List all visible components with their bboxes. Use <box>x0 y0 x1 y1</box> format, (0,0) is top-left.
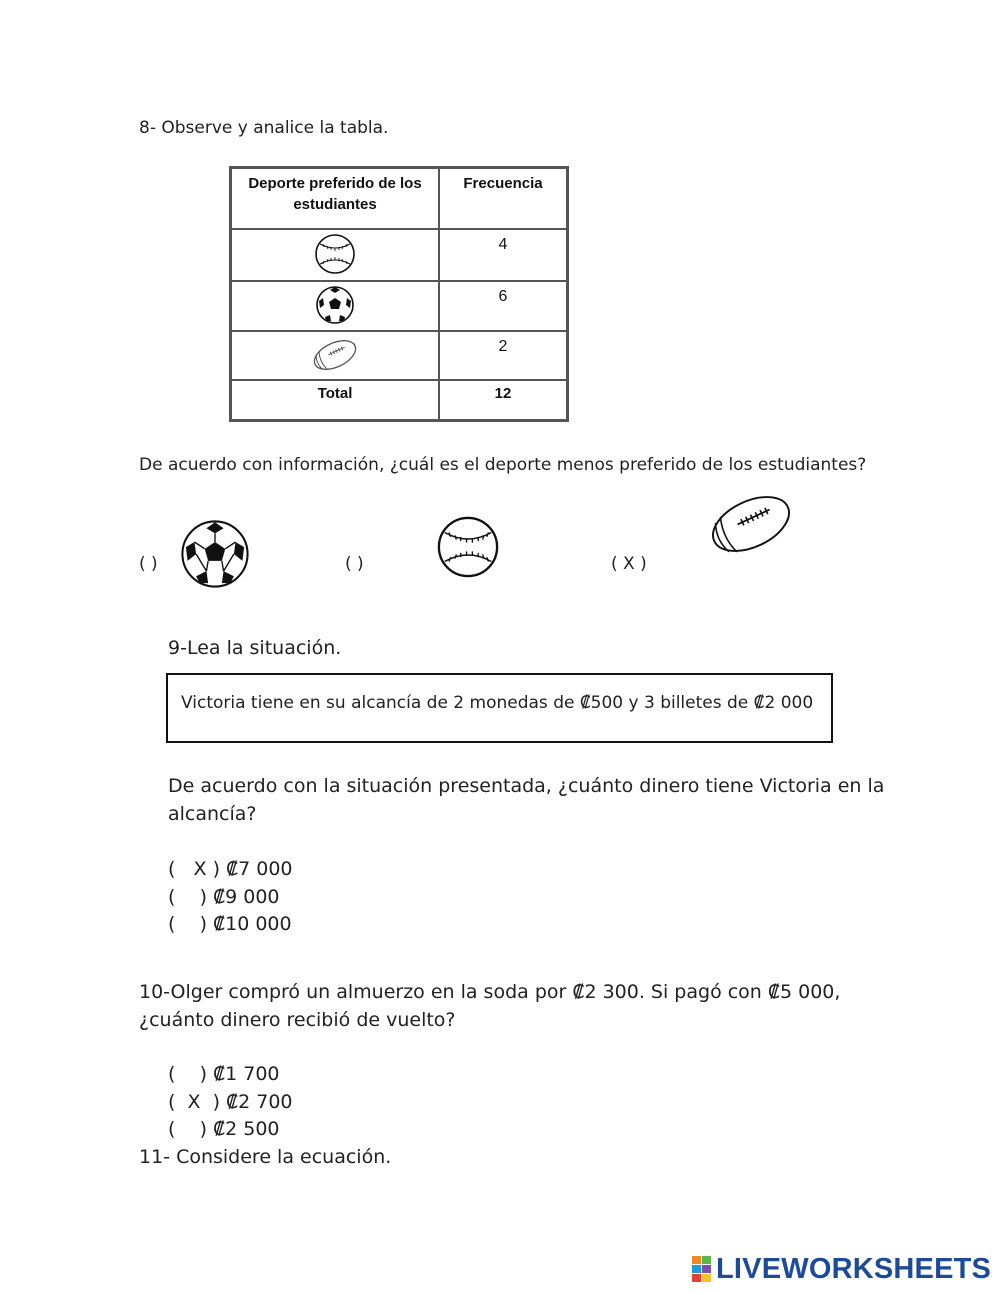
q9-option-3[interactable]: ( ) ₡10 000 <box>168 913 292 935</box>
table-row <box>231 331 567 380</box>
q9-option-2[interactable]: ( ) ₡9 000 <box>168 886 280 908</box>
baseball-icon <box>436 515 500 583</box>
logo-text: LIVEWORKSHEETS <box>716 1252 992 1285</box>
frequency-table <box>229 166 569 422</box>
soccer-ball-icon <box>179 518 251 594</box>
table-header-sport: Deporte preferido de los estudiantes <box>231 168 439 229</box>
q8-option-2-mark[interactable]: ( ) <box>345 554 364 574</box>
table-header-frequency: Frecuencia <box>439 168 567 229</box>
table-cell-frequency: 2 <box>439 331 567 380</box>
liveworksheets-logo <box>692 1254 991 1284</box>
table-row <box>231 229 567 281</box>
q10-option-2[interactable]: ( X ) ₡2 700 <box>168 1091 293 1113</box>
q8-option-1-mark[interactable]: ( ) <box>139 554 158 574</box>
situation-text: Victoria tiene en su alcancía de 2 monedas de ₡500 y 3 billetes de ₡2 000 <box>181 693 814 713</box>
baseball-icon <box>231 229 439 281</box>
table-total-value: 12 <box>439 380 567 420</box>
q8-question: De acuerdo con información, ¿cuál es el deporte menos preferido de los estudiantes? <box>139 455 867 475</box>
situation-box <box>166 673 833 743</box>
table-cell-frequency: 4 <box>439 229 567 281</box>
table-row <box>231 281 567 331</box>
table-row-total <box>231 380 567 420</box>
q9-question: De acuerdo con la situación presentada, ¿cuánto dinero tiene Victoria en la alcancía? <box>168 775 885 825</box>
q8-title: 8- Observe y analice la tabla. <box>139 118 389 138</box>
q10-option-1[interactable]: ( ) ₡1 700 <box>168 1063 280 1085</box>
football-icon <box>705 487 797 565</box>
q10-option-3[interactable]: ( ) ₡2 500 <box>168 1118 280 1140</box>
logo-blocks-icon <box>692 1256 712 1282</box>
q10-question: 10-Olger compró un almuerzo en la soda por ₡2 300. Si pagó con ₡5 000, ¿cuánto dinero recibió de vuelto? <box>139 981 841 1031</box>
table-cell-frequency: 6 <box>439 281 567 331</box>
soccer-ball-icon <box>231 281 439 331</box>
q9-option-1[interactable]: ( X ) ₡7 000 <box>168 858 293 880</box>
q11-title: 11- Considere la ecuación. <box>139 1146 392 1168</box>
q9-title: 9-Lea la situación. <box>168 637 342 659</box>
q8-option-3-mark[interactable]: ( X ) <box>611 554 647 574</box>
football-icon <box>231 331 439 380</box>
table-total-label: Total <box>231 380 439 420</box>
